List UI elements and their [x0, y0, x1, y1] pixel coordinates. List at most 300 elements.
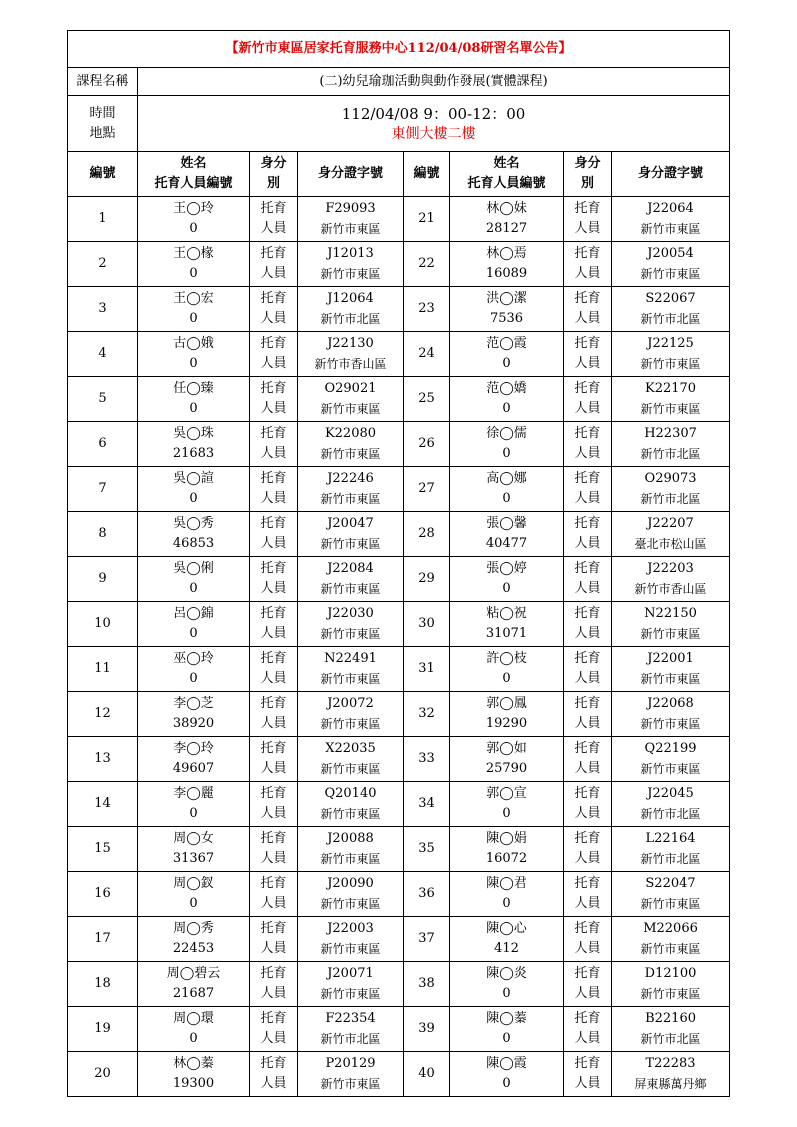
identity-type-line2: 人員 [260, 221, 287, 236]
entry-type-right [564, 692, 612, 737]
id-number: J22001 [647, 651, 694, 666]
id-number: J22246 [327, 471, 374, 486]
entry-id-right [612, 422, 730, 467]
entry-name-right [450, 872, 564, 917]
identity-type-line2: 人員 [260, 851, 287, 866]
page-title: 【新竹市東區居家托育服務中心112/04/08研習名單公告】 [68, 31, 730, 68]
caregiver-code: 16072 [485, 851, 528, 866]
identity-type-line1: 托育 [574, 291, 601, 306]
identity-type-line2: 人員 [574, 941, 601, 956]
header-name-left [138, 152, 250, 197]
caregiver-code: 0 [502, 356, 511, 371]
entry-number-left: 10 [68, 602, 138, 647]
time-label: 時間 [89, 105, 116, 121]
caregiver-name: 任◯臻 [173, 381, 214, 396]
caregiver-name: 郭◯鳳 [486, 696, 527, 711]
identity-type-line2: 人員 [260, 1076, 287, 1091]
identity-type-line1: 托育 [574, 1056, 601, 1071]
entry-id-left [298, 332, 404, 377]
caregiver-code: 0 [189, 266, 198, 281]
time-location-label [68, 96, 138, 152]
entry-type-left [250, 872, 298, 917]
entry-name-left [138, 1007, 250, 1052]
caregiver-code: 49607 [172, 761, 215, 776]
header-type-line1: 身分 [260, 156, 287, 171]
identity-type-line2: 人員 [260, 266, 287, 281]
id-area: 新竹市東區 [320, 942, 381, 956]
id-number: J20047 [327, 516, 374, 531]
caregiver-name: 陳◯霞 [486, 1056, 527, 1071]
identity-type-line1: 托育 [574, 606, 601, 621]
identity-type-line1: 托育 [574, 741, 601, 756]
entry-name-left [138, 557, 250, 602]
identity-type-line1: 托育 [574, 381, 601, 396]
caregiver-name: 呂◯錦 [173, 606, 214, 621]
id-area: 新竹市東區 [640, 402, 701, 416]
entry-type-right [564, 827, 612, 872]
entry-name-right [450, 962, 564, 1007]
entry-id-right [612, 557, 730, 602]
identity-type-line2: 人員 [260, 626, 287, 641]
caregiver-name: 郭◯如 [486, 741, 527, 756]
entry-number-left: 11 [68, 647, 138, 692]
entry-type-right [564, 197, 612, 242]
caregiver-name: 林◯焉 [486, 246, 527, 261]
id-number: B22160 [645, 1011, 696, 1026]
header-name-right [450, 152, 564, 197]
entry-id-right [612, 1007, 730, 1052]
id-area: 新竹市北區 [640, 807, 701, 821]
course-label: 課程名稱 [68, 68, 138, 96]
entry-name-right [450, 692, 564, 737]
id-number: J22030 [327, 606, 374, 621]
identity-type-line1: 托育 [260, 696, 287, 711]
entry-type-left [250, 332, 298, 377]
identity-type-line2: 人員 [574, 1076, 601, 1091]
caregiver-name: 陳◯君 [486, 876, 527, 891]
entry-name-left [138, 1052, 250, 1097]
id-number: F22354 [325, 1011, 376, 1026]
entry-id-right [612, 377, 730, 422]
entry-id-right [612, 467, 730, 512]
entry-number-right: 31 [404, 647, 450, 692]
entry-name-right [450, 1007, 564, 1052]
id-number: J22068 [647, 696, 694, 711]
id-area: 新竹市北區 [640, 447, 701, 461]
entry-id-left [298, 782, 404, 827]
id-number: S22067 [645, 291, 696, 306]
identity-type-line2: 人員 [260, 581, 287, 596]
entry-type-left [250, 1052, 298, 1097]
column-header-row [68, 152, 730, 197]
entry-type-left [250, 602, 298, 647]
identity-type-line2: 人員 [574, 626, 601, 641]
id-number: M22066 [643, 921, 698, 936]
entry-id-left [298, 197, 404, 242]
identity-type-line1: 托育 [574, 651, 601, 666]
id-area: 新竹市東區 [640, 357, 701, 371]
entry-number-right: 33 [404, 737, 450, 782]
id-area: 新竹市東區 [320, 627, 381, 641]
entry-name-right [450, 917, 564, 962]
identity-type-line1: 托育 [260, 201, 287, 216]
entry-name-right [450, 647, 564, 692]
table-row [68, 512, 730, 557]
id-area: 新竹市東區 [640, 987, 701, 1001]
id-number: K22170 [645, 381, 697, 396]
caregiver-name: 周◯釵 [173, 876, 214, 891]
id-area: 屏東縣萬丹鄉 [634, 1077, 707, 1091]
table-row [68, 872, 730, 917]
id-area: 新竹市東區 [640, 942, 701, 956]
identity-type-line1: 托育 [260, 291, 287, 306]
entry-name-left [138, 287, 250, 332]
caregiver-name: 周◯碧云 [166, 966, 221, 981]
caregiver-name: 郭◯宣 [486, 786, 527, 801]
table-row [68, 377, 730, 422]
entry-type-left [250, 827, 298, 872]
table-row [68, 557, 730, 602]
id-number: L22164 [645, 831, 696, 846]
caregiver-code: 0 [502, 896, 511, 911]
identity-type-line1: 托育 [260, 246, 287, 261]
entry-name-left [138, 737, 250, 782]
identity-type-line1: 托育 [574, 831, 601, 846]
caregiver-name: 吳◯諠 [173, 471, 214, 486]
identity-type-line2: 人員 [574, 671, 601, 686]
entry-number-right: 29 [404, 557, 450, 602]
entry-type-right [564, 512, 612, 557]
entry-name-left [138, 422, 250, 467]
caregiver-name: 徐◯儒 [486, 426, 527, 441]
identity-type-line1: 托育 [260, 966, 287, 981]
id-area: 新竹市東區 [320, 402, 381, 416]
table-row [68, 602, 730, 647]
entry-number-left: 12 [68, 692, 138, 737]
entry-id-left [298, 1007, 404, 1052]
caregiver-name: 陳◯心 [486, 921, 527, 936]
entry-name-right [450, 512, 564, 557]
table-row [68, 827, 730, 872]
entry-number-left: 8 [68, 512, 138, 557]
entry-id-left [298, 377, 404, 422]
entry-name-left [138, 242, 250, 287]
caregiver-code: 412 [494, 941, 519, 956]
caregiver-code: 0 [502, 806, 511, 821]
course-name: (二)幼兒瑜珈活動與動作發展(實體課程) [138, 68, 730, 96]
identity-type-line2: 人員 [260, 311, 287, 326]
id-area: 新竹市北區 [320, 1032, 381, 1046]
id-area: 新竹市東區 [640, 717, 701, 731]
caregiver-name: 王◯玲 [173, 201, 214, 216]
entry-name-left [138, 872, 250, 917]
id-area: 新竹市北區 [640, 492, 701, 506]
identity-type-line2: 人員 [574, 851, 601, 866]
id-area: 新竹市北區 [640, 1032, 701, 1046]
header-name-line2: 托育人員編號 [154, 176, 233, 191]
id-number: J12013 [327, 246, 374, 261]
identity-type-line2: 人員 [574, 491, 601, 506]
identity-type-line2: 人員 [260, 716, 287, 731]
id-area: 臺北市松山區 [634, 537, 707, 551]
entry-type-left [250, 422, 298, 467]
entry-type-right [564, 332, 612, 377]
identity-type-line2: 人員 [260, 941, 287, 956]
identity-type-line2: 人員 [574, 581, 601, 596]
identity-type-line2: 人員 [574, 266, 601, 281]
id-number: J22207 [647, 516, 694, 531]
identity-type-line2: 人員 [260, 896, 287, 911]
identity-type-line1: 托育 [260, 831, 287, 846]
entry-type-left [250, 377, 298, 422]
caregiver-code: 31367 [172, 851, 215, 866]
caregiver-code: 0 [502, 1076, 511, 1091]
caregiver-name: 陳◯炎 [486, 966, 527, 981]
identity-type-line1: 托育 [574, 696, 601, 711]
id-number: Q22199 [644, 741, 697, 756]
identity-type-line1: 托育 [574, 471, 601, 486]
identity-type-line2: 人員 [260, 446, 287, 461]
entry-number-right: 36 [404, 872, 450, 917]
table-row [68, 647, 730, 692]
identity-type-line1: 托育 [260, 561, 287, 576]
entry-number-left: 15 [68, 827, 138, 872]
id-number: J20071 [327, 966, 374, 981]
identity-type-line2: 人員 [574, 401, 601, 416]
caregiver-code: 0 [502, 446, 511, 461]
entry-type-left [250, 917, 298, 962]
entry-number-left: 19 [68, 1007, 138, 1052]
header-name-line1: 姓名 [180, 156, 207, 171]
entry-name-right [450, 1052, 564, 1097]
table-row [68, 332, 730, 377]
caregiver-name: 高◯娜 [486, 471, 527, 486]
table-row [68, 737, 730, 782]
entry-id-right [612, 647, 730, 692]
identity-type-line2: 人員 [260, 1031, 287, 1046]
identity-type-line1: 托育 [260, 1011, 287, 1026]
id-area: 新竹市香山區 [634, 582, 707, 596]
header-id-right: 身分證字號 [612, 152, 730, 197]
entry-type-left [250, 782, 298, 827]
caregiver-name: 李◯麗 [173, 786, 214, 801]
entry-id-left [298, 917, 404, 962]
caregiver-code: 28127 [485, 221, 528, 236]
entry-id-left [298, 872, 404, 917]
entry-name-left [138, 647, 250, 692]
identity-type-line2: 人員 [260, 761, 287, 776]
caregiver-name: 李◯芝 [173, 696, 214, 711]
caregiver-code: 31071 [485, 626, 528, 641]
id-area: 新竹市東區 [320, 852, 381, 866]
identity-type-line2: 人員 [574, 896, 601, 911]
entry-number-left: 14 [68, 782, 138, 827]
entry-type-right [564, 557, 612, 602]
caregiver-code: 0 [189, 581, 198, 596]
entry-number-right: 39 [404, 1007, 450, 1052]
entry-id-right [612, 737, 730, 782]
caregiver-code: 0 [189, 221, 198, 236]
caregiver-name: 周◯環 [173, 1011, 214, 1026]
id-number: J22003 [327, 921, 374, 936]
entry-id-left [298, 287, 404, 332]
entry-number-right: 23 [404, 287, 450, 332]
id-area: 新竹市東區 [320, 537, 381, 551]
entry-name-right [450, 287, 564, 332]
location-value: 東側大樓二樓 [391, 125, 476, 142]
entry-id-left [298, 827, 404, 872]
entry-id-right [612, 917, 730, 962]
caregiver-name: 古◯娥 [173, 336, 214, 351]
id-area: 新竹市東區 [640, 222, 701, 236]
identity-type-line1: 托育 [260, 336, 287, 351]
entry-id-right [612, 962, 730, 1007]
entry-number-left: 13 [68, 737, 138, 782]
entry-id-left [298, 467, 404, 512]
table-row [68, 1007, 730, 1052]
id-area: 新竹市北區 [640, 852, 701, 866]
caregiver-code: 38920 [172, 716, 215, 731]
id-number: N22491 [324, 651, 377, 666]
id-area: 新竹市東區 [320, 267, 381, 281]
entry-type-left [250, 647, 298, 692]
entry-id-left [298, 557, 404, 602]
id-area: 新竹市東區 [320, 897, 381, 911]
entry-number-right: 21 [404, 197, 450, 242]
caregiver-name: 王◯宏 [173, 291, 214, 306]
entry-type-left [250, 557, 298, 602]
entry-number-left: 4 [68, 332, 138, 377]
header-type-right [564, 152, 612, 197]
id-number: J20054 [647, 246, 694, 261]
id-area: 新竹市東區 [640, 762, 701, 776]
entry-name-right [450, 332, 564, 377]
entry-id-right [612, 827, 730, 872]
table-row [68, 287, 730, 332]
caregiver-code: 0 [189, 626, 198, 641]
caregiver-code: 16089 [485, 266, 528, 281]
identity-type-line1: 托育 [574, 876, 601, 891]
table-row [68, 917, 730, 962]
id-number: O29073 [644, 471, 697, 486]
entry-id-left [298, 737, 404, 782]
caregiver-name: 周◯秀 [173, 921, 214, 936]
entry-type-right [564, 737, 612, 782]
header-id-left: 身分證字號 [298, 152, 404, 197]
id-area: 新竹市東區 [320, 987, 381, 1001]
caregiver-code: 25790 [485, 761, 528, 776]
header-type-left [250, 152, 298, 197]
header-type-line1: 身分 [574, 156, 601, 171]
caregiver-name: 林◯蓁 [173, 1056, 214, 1071]
entry-type-right [564, 377, 612, 422]
entry-name-right [450, 737, 564, 782]
header-type-line2: 別 [266, 176, 280, 191]
entry-name-right [450, 782, 564, 827]
entry-number-left: 16 [68, 872, 138, 917]
entry-type-left [250, 512, 298, 557]
location-label: 地點 [89, 125, 116, 141]
entry-number-left: 18 [68, 962, 138, 1007]
identity-type-line1: 托育 [260, 786, 287, 801]
header-name-line2: 托育人員編號 [467, 176, 546, 191]
table-row [68, 692, 730, 737]
identity-type-line2: 人員 [574, 446, 601, 461]
entry-number-right: 35 [404, 827, 450, 872]
id-area: 新竹市東區 [640, 897, 701, 911]
entry-name-right [450, 422, 564, 467]
caregiver-code: 0 [502, 491, 511, 506]
entry-number-left: 3 [68, 287, 138, 332]
caregiver-name: 王◯椽 [173, 246, 214, 261]
caregiver-name: 陳◯蓁 [486, 1011, 527, 1026]
entry-id-right [612, 602, 730, 647]
caregiver-name: 林◯妹 [486, 201, 527, 216]
caregiver-code: 0 [189, 491, 198, 506]
entry-number-left: 1 [68, 197, 138, 242]
entry-id-left [298, 692, 404, 737]
identity-type-line1: 托育 [260, 471, 287, 486]
id-area: 新竹市東區 [320, 1077, 381, 1091]
caregiver-code: 22453 [172, 941, 215, 956]
id-area: 新竹市東區 [320, 447, 381, 461]
entry-id-left [298, 962, 404, 1007]
caregiver-code: 0 [189, 356, 198, 371]
id-area: 新竹市東區 [320, 762, 381, 776]
entry-name-left [138, 512, 250, 557]
entry-type-right [564, 1052, 612, 1097]
entry-id-left [298, 512, 404, 557]
entry-type-left [250, 737, 298, 782]
id-number: J22203 [647, 561, 694, 576]
entry-id-left [298, 422, 404, 467]
entry-type-right [564, 422, 612, 467]
entry-name-left [138, 827, 250, 872]
caregiver-code: 19290 [485, 716, 528, 731]
caregiver-name: 范◯嬌 [486, 381, 527, 396]
id-number: O29021 [324, 381, 377, 396]
id-number: J20088 [327, 831, 374, 846]
identity-type-line1: 托育 [574, 246, 601, 261]
entry-number-left: 2 [68, 242, 138, 287]
identity-type-line1: 托育 [260, 426, 287, 441]
identity-type-line2: 人員 [574, 1031, 601, 1046]
caregiver-code: 0 [502, 1031, 511, 1046]
identity-type-line2: 人員 [574, 716, 601, 731]
id-area: 新竹市香山區 [314, 357, 387, 371]
identity-type-line1: 托育 [574, 786, 601, 801]
entry-id-right [612, 242, 730, 287]
id-number: J12064 [327, 291, 374, 306]
caregiver-name: 吳◯珠 [173, 426, 214, 441]
id-number: K22080 [324, 426, 377, 441]
identity-type-line1: 托育 [574, 426, 601, 441]
caregiver-name: 吳◯俐 [173, 561, 214, 576]
entry-type-left [250, 962, 298, 1007]
caregiver-code: 21683 [172, 446, 215, 461]
identity-type-line2: 人員 [574, 806, 601, 821]
caregiver-code: 0 [502, 401, 511, 416]
entry-name-left [138, 332, 250, 377]
identity-type-line1: 托育 [574, 336, 601, 351]
entry-name-right [450, 557, 564, 602]
caregiver-name: 范◯霞 [486, 336, 527, 351]
caregiver-code: 0 [189, 896, 198, 911]
entry-type-left [250, 1007, 298, 1052]
identity-type-line2: 人員 [574, 221, 601, 236]
caregiver-code: 0 [189, 401, 198, 416]
header-type-line2: 別 [580, 176, 594, 191]
